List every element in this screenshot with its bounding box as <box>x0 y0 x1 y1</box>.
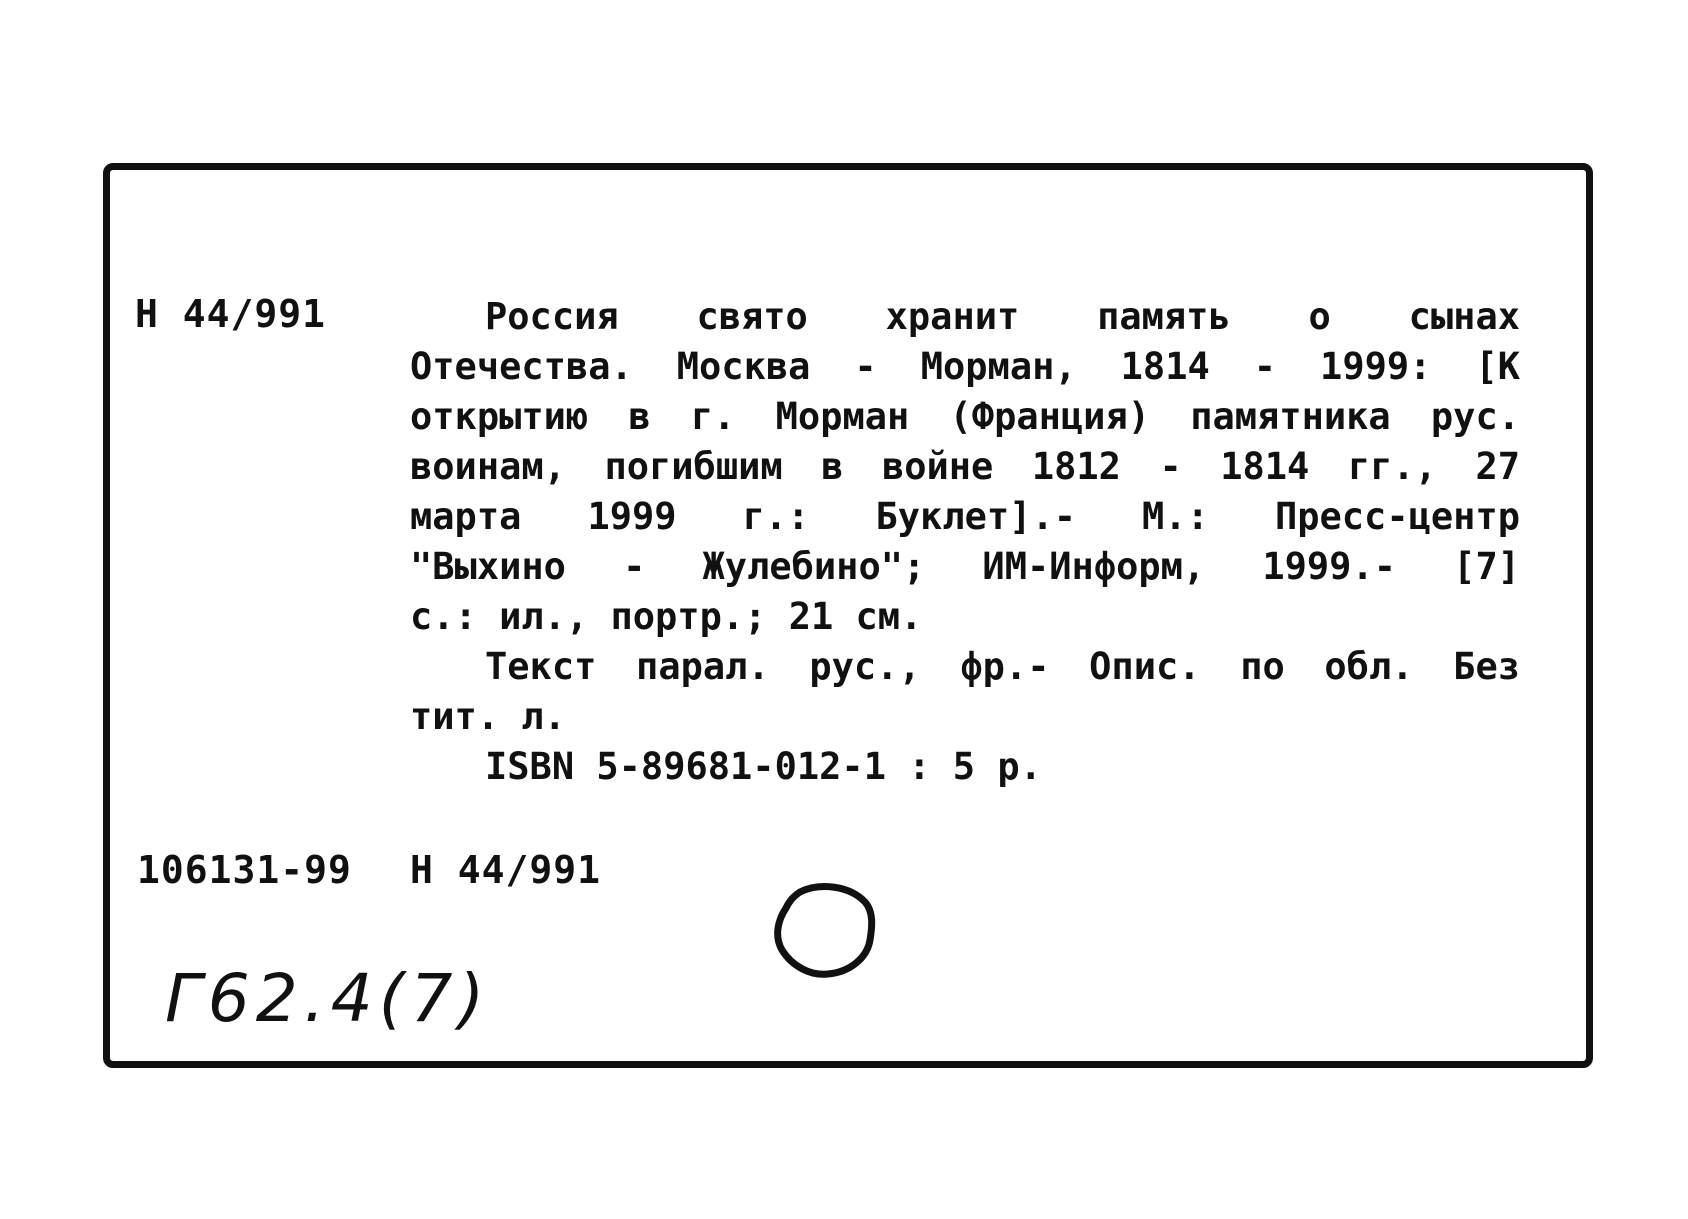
isbn-line: ISBN 5-89681-012-1 : 5 р. <box>485 745 1042 788</box>
bibliographic-description <box>410 292 1520 792</box>
registration-number: 106131-99 <box>137 848 352 892</box>
note-line-2: тит. л. <box>410 695 566 738</box>
call-number-top: Н 44/991 <box>135 292 327 336</box>
note-line-1: Текст парал. рус., фр.- Опис. по обл. Без <box>485 645 1520 688</box>
description-line-5: марта 1999 г.: Буклет].- М.: Пресс-центр <box>410 495 1520 538</box>
description-line-3: открытию в г. Морман (Франция) памятника рус. <box>410 395 1520 438</box>
description-line-7: с.: ил., портр.; 21 см. <box>410 595 923 638</box>
description-line-2: Отечества. Москва - Морман, 1814 - 1999: [К <box>410 345 1520 388</box>
circle-stamp-icon <box>770 880 880 980</box>
description-line-6: "Выхино - Жулебино"; ИМ-Информ, 1999.- [7] <box>410 545 1520 588</box>
description-line-1: Россия свято хранит память о сынах <box>485 295 1520 338</box>
handwritten-classification: Г62.4(7) <box>165 960 491 1037</box>
description-line-4: воинам, погибшим в войне 1812 - 1814 гг., 27 <box>410 445 1520 488</box>
call-number-bottom: Н 44/991 <box>410 848 602 892</box>
